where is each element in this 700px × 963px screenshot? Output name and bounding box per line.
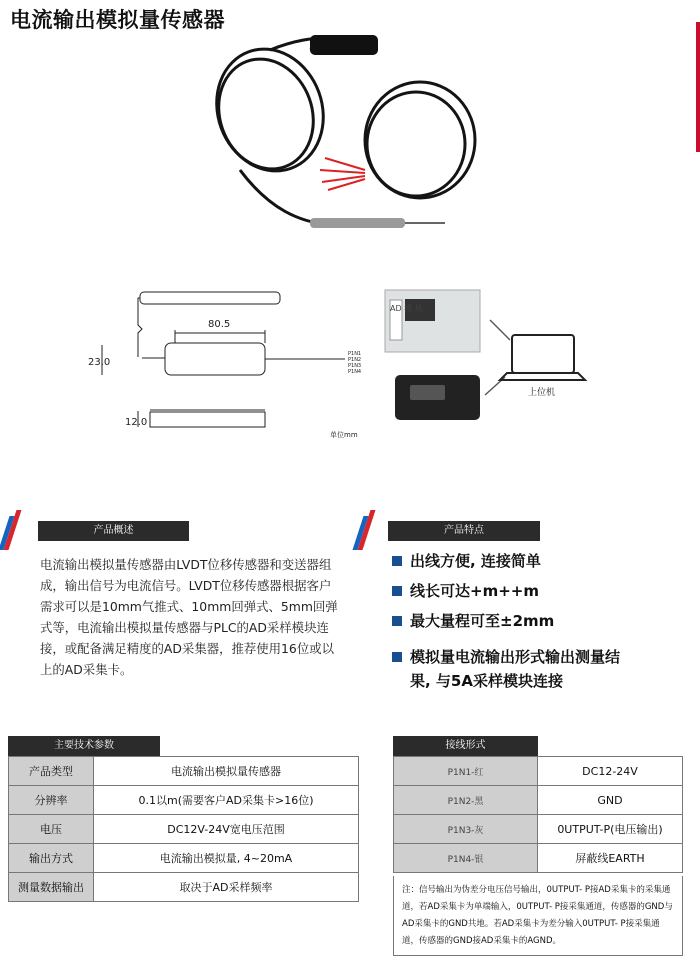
pin-label: P1N4 [348, 369, 362, 375]
edge-accent-bar [696, 22, 700, 152]
section-stripe-icon [358, 512, 370, 550]
table-row [394, 757, 683, 786]
bullet-icon [392, 652, 402, 662]
dimension-drawing [80, 285, 410, 445]
table-row [9, 786, 359, 815]
wire-value: DC12-24V [538, 757, 683, 786]
features-header [358, 512, 540, 550]
table-row [9, 873, 359, 902]
dim-height-label: 23.0 [88, 357, 111, 368]
table-row [9, 757, 359, 786]
spec-value: DC12V-24V宽电压范围 [94, 815, 359, 844]
wire-name: P1N4-银 [394, 844, 538, 873]
spec-name: 产品类型 [9, 757, 94, 786]
specs-label: 主要技术参数 [8, 736, 160, 756]
spec-name: 电压 [9, 815, 94, 844]
wiring-note: 注：信号输出为伪差分电压信号输出，0UTPUT- P接AD采集卡的采集通道，若AD采集卡为单端输入，0UTPUT- P接采集通道，传感器的GND与AD采集卡的GND共地。若AD采集卡为差分输入0UTPUT- P接采集通道，传感器的GND接AD采集卡的AGND。 [393, 876, 683, 956]
feature-item: 最大量程可至±2mm [392, 609, 692, 633]
product-photo [200, 30, 510, 245]
overview-header [4, 512, 189, 550]
spec-value: 电流输出模拟量, 4~20mA [94, 844, 359, 873]
wiring-label: 接线形式 [393, 736, 538, 756]
unit-label: 单位mm [330, 431, 358, 439]
features-list [392, 549, 692, 699]
wire-value: 0UTPUT-P(电压输出) [538, 815, 683, 844]
section-stripe-icon [4, 512, 16, 550]
bullet-icon [392, 616, 402, 626]
overview-text: 电流输出模拟量传感器由LVDT位移传感器和变送器组成，输出信号为电流信号。LVDT位移传感器根据客户需求可以是10mm气推式、10mm回弹式、5mm回弹式等，电流输出模拟量传感器与PLC的AD采样模块连接，或配备满足精度的AD采集器，推荐使用16位或以上的AD采集卡。 [40, 557, 338, 677]
pin-label: P1N2 [348, 357, 362, 363]
feature-item: 出线方便, 连接简单 [392, 549, 692, 573]
page-title: 电流输出模拟量传感器 [10, 8, 225, 32]
pin-label: P1N3 [348, 363, 362, 369]
ad-module-label: AD 模 块 [390, 304, 423, 313]
pin-label: P1N1 [348, 351, 362, 357]
table-row [394, 786, 683, 815]
dim-length-label: 80.5 [208, 319, 231, 330]
specs-table [8, 756, 359, 902]
system-connection-figure [380, 285, 600, 425]
wire-value: GND [538, 786, 683, 815]
features-label: 产品特点 [388, 521, 540, 541]
spec-value: 电流输出模拟量传感器 [94, 757, 359, 786]
spec-value: 取决于AD采样频率 [94, 873, 359, 902]
dim-thickness-label: 12.0 [125, 417, 148, 428]
host-label: 上位机 [528, 388, 556, 398]
spec-name: 分辨率 [9, 786, 94, 815]
table-row [394, 815, 683, 844]
wire-name: P1N3-灰 [394, 815, 538, 844]
spec-name: 测量数据输出 [9, 873, 94, 902]
table-row [9, 815, 359, 844]
bullet-icon [392, 586, 402, 596]
wire-value: 屏蔽线EARTH [538, 844, 683, 873]
wire-name: P1N2-黑 [394, 786, 538, 815]
spec-name: 输出方式 [9, 844, 94, 873]
wiring-table [393, 756, 683, 873]
wire-name: P1N1-红 [394, 757, 538, 786]
table-row [9, 844, 359, 873]
feature-item: 模拟量电流输出形式输出测量结果, 与5A采样模块连接 [392, 645, 632, 693]
table-row [394, 844, 683, 873]
overview-label: 产品概述 [38, 521, 189, 541]
spec-value: 0.1以m(需要客户AD采集卡>16位) [94, 786, 359, 815]
feature-item: 线长可达+m++m [392, 579, 692, 603]
bullet-icon [392, 556, 402, 566]
